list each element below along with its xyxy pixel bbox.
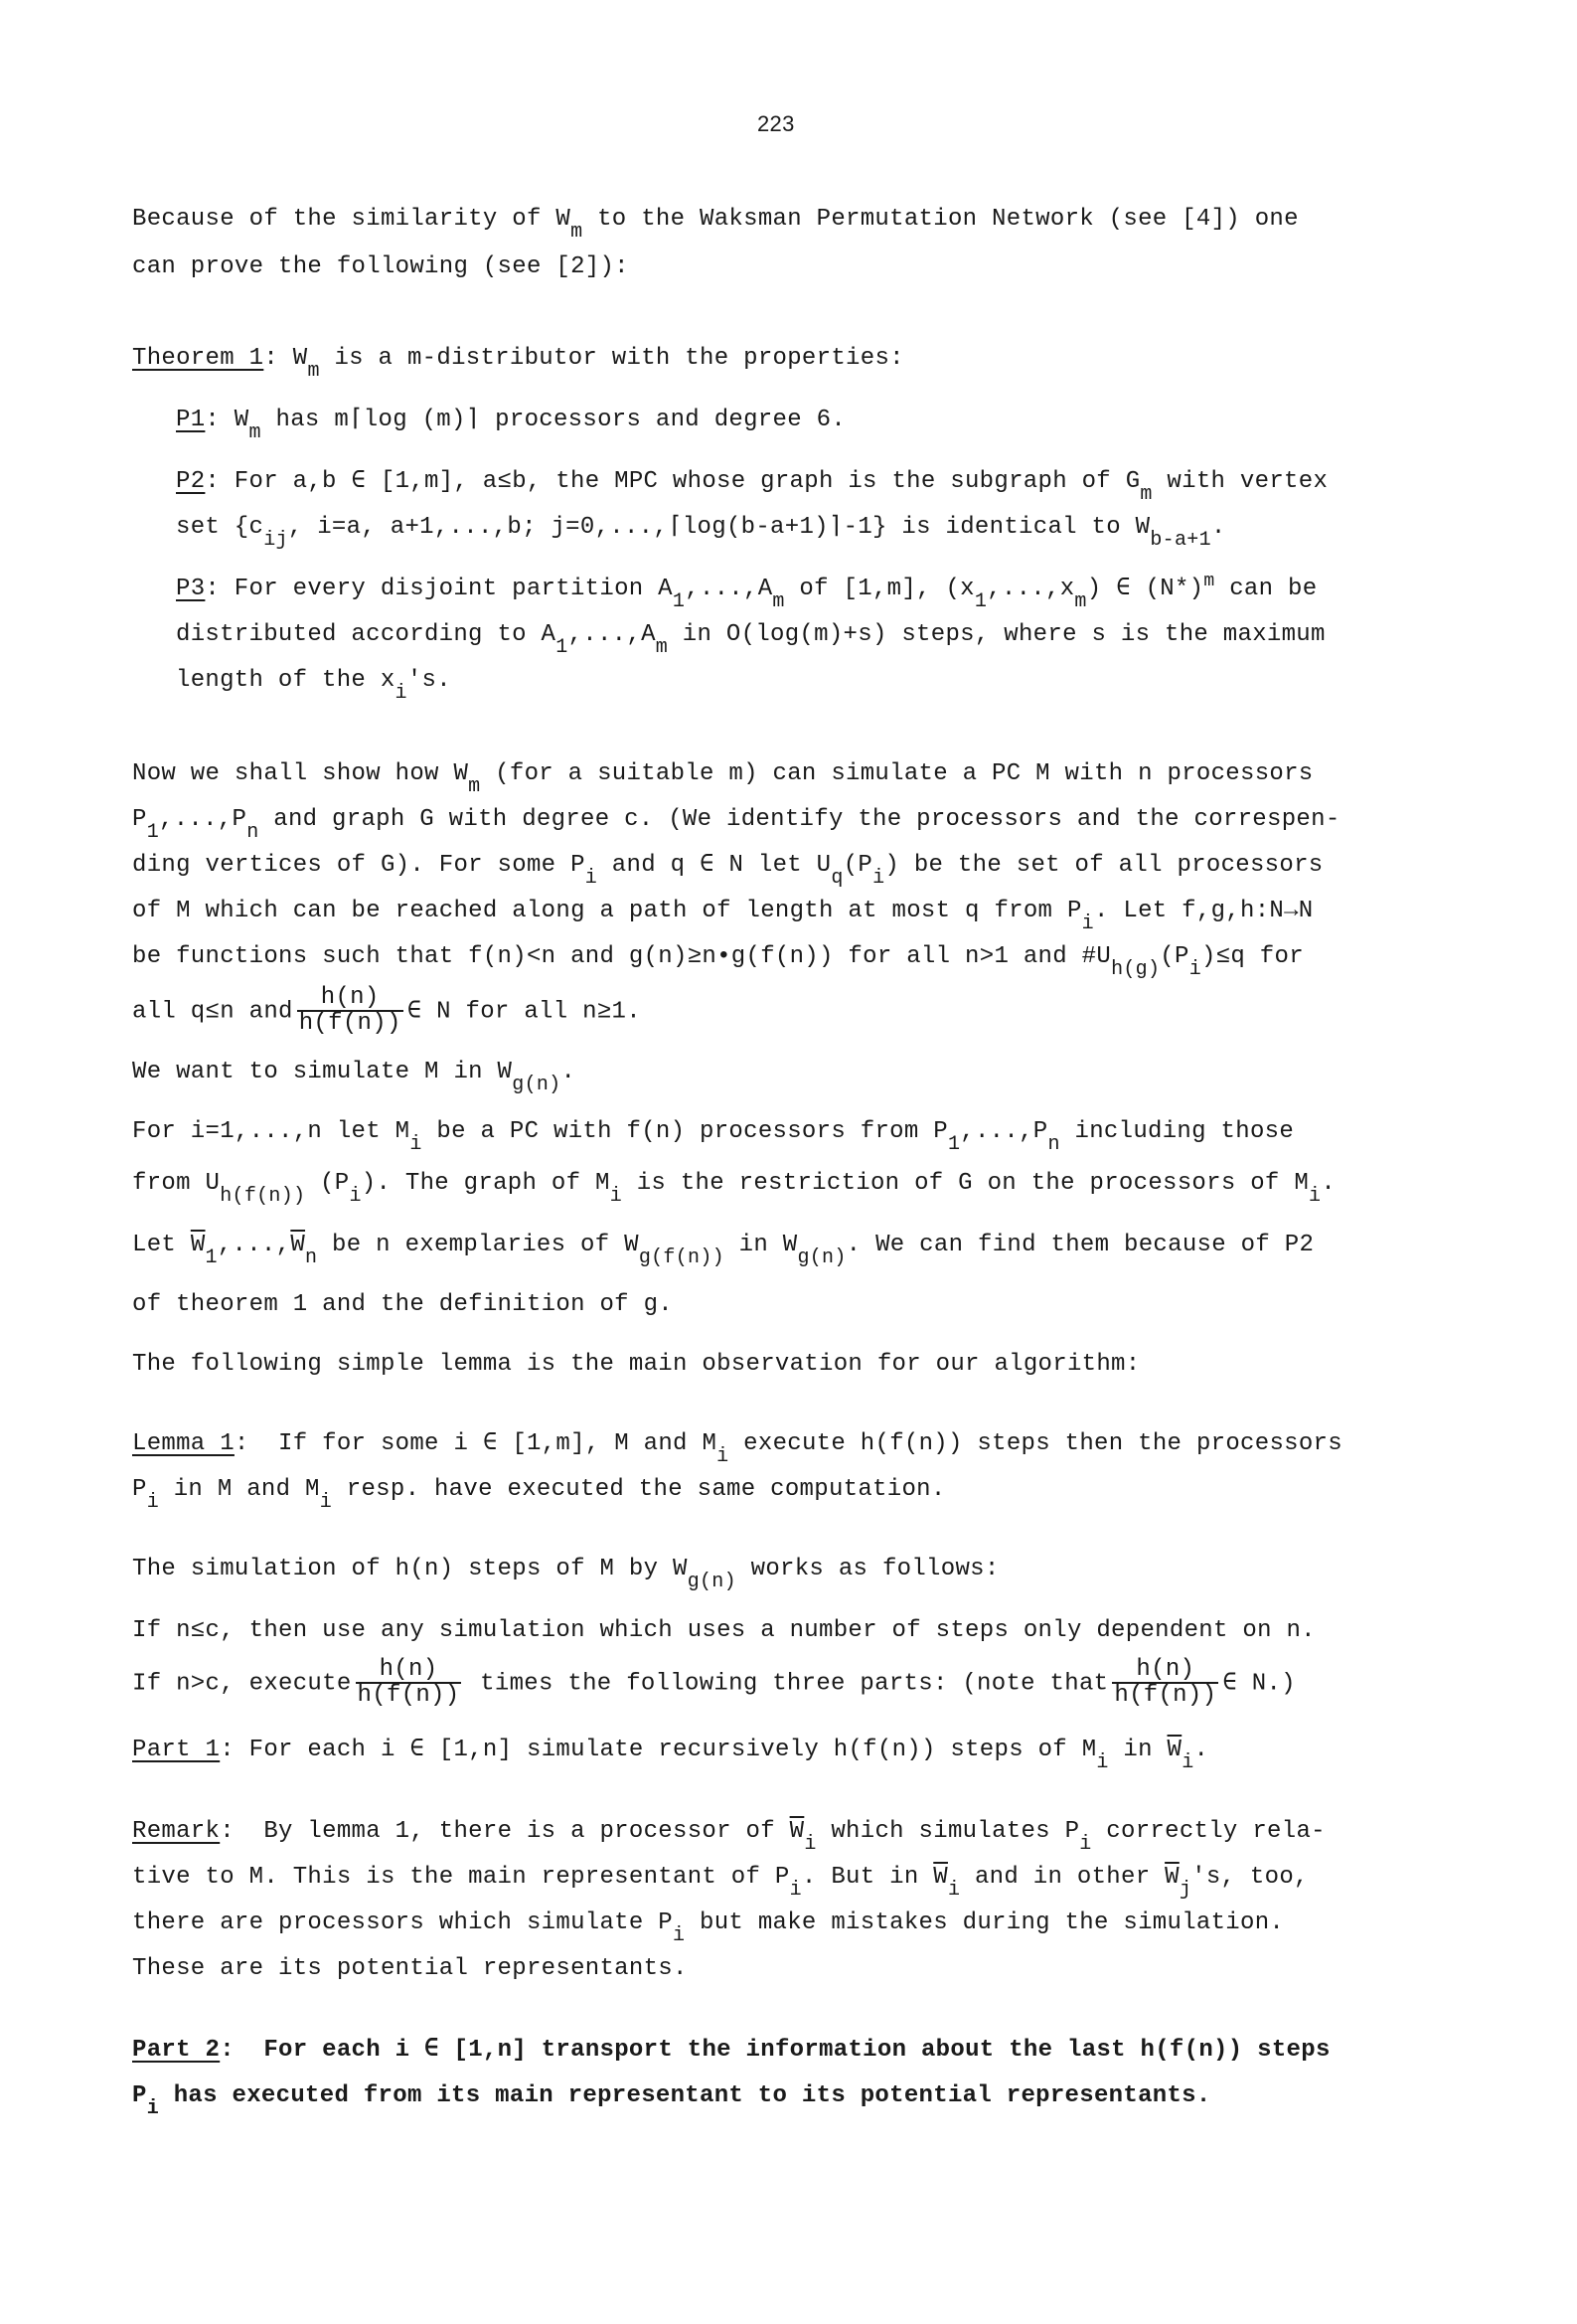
sim-line-3: ding vertices of G). For some $P_i$ and q ∈ N let $U_q(P_i)$ be the set of all processors	[132, 852, 1324, 890]
part-2-line-1: Part 2: For each i ∈ [1,n] transport the information about the last h(f(n)) steps	[132, 2037, 1331, 2064]
for-line-1: For i=1,...,n let $M_i$ be a PC with f(n) processors from $P_1,...,P_n$ including those	[132, 1118, 1295, 1156]
sim-line-4: of M which can be reached along a path of length at most q from $P_i$. Let f,g,h:N→N	[132, 898, 1314, 935]
property-p2-line-2: set {$c_{ij}$, i=a, a+1,...,b; j=0,...,⌈log(b-a+1)⌉-1} is identical to $W_{b-a+1}$.	[176, 514, 1226, 552]
lemma-1-line-1: Lemma 1: If for some i ∈ [1,m], M and $M_i$ execute h(f(n)) steps then the processors	[132, 1430, 1342, 1468]
fraction-note-that: $\frac{h(n)}{h(f(n))}$	[1114, 1656, 1217, 1709]
simulation-steps-line: The simulation of h(n) steps of M by $W_{g(n)}$ works as follows:	[132, 1556, 1000, 1593]
case-n-gt-c: If n>c, execute $\frac{h(n)}{h(f(n))}$ times the following three parts: (note that $\frac{h(n)}{h(f(n))}$ ∈ N.)	[132, 1656, 1296, 1709]
property-p3-line-1: P3: For every disjoint partition $A_1,...,A_m$ of [1,m], $(x_1,...,x_m)$ ∈ $(N*)^m$ can be	[176, 572, 1318, 613]
case-n-le-c: If n≤c, then use any simulation which uses a number of steps only dependent on n.	[132, 1617, 1316, 1644]
intro-line-2: can prove the following (see [2]):	[132, 253, 629, 280]
property-p1: P1: $W_m$ has m⌈log (m)⌉ processors and degree 6.	[176, 407, 847, 444]
fraction-h-n-over-h-f-n: $\frac{h(n)}{h(f(n))}$	[298, 984, 401, 1037]
intro-line-1: Because of the similarity of $W_m$ to the Waksman Permutation Network (see [4]) one	[132, 206, 1299, 244]
for-line-3: Let $\overline{W}_1,...,\overline{W}_n$ be n exemplaries of $W_{g(f(n))}$ in $W_{g(n)}$. We can find them because of P2	[132, 1232, 1315, 1269]
fraction-execute-times: $\frac{h(n)}{h(f(n))}$	[357, 1656, 460, 1709]
for-line-2: from $U_{h(f(n))}$ $(P_i)$. The graph of $M_i$ is the restriction of G on the processors of $M_i$.	[132, 1170, 1337, 1208]
remark-line-3: there are processors which simulate $P_i$ but make mistakes during the simulation.	[132, 1909, 1285, 1947]
remark-line-4: These are its potential representants.	[132, 1955, 688, 1982]
remark-line-2: tive to M. This is the main representant of $P_i$. But in $\overline{W}_i$ and in other $\overline{W}_j's$, too,	[132, 1864, 1309, 1902]
sim-line-6: all q≤n and $\frac{h(n)}{h(f(n))}$ ∈ N for all n≥1.	[132, 984, 641, 1037]
lemma-intro: The following simple lemma is the main observation for our algorithm:	[132, 1351, 1141, 1378]
remark-line-1: Remark: By lemma 1, there is a processor of $\overline{W}_i$ which simulates $P_i$ correctly rela-	[132, 1818, 1326, 1856]
sim-line-2: $P_1,...,P_n$ and graph G with degree c. (We identify the processors and the correspen-	[132, 806, 1340, 844]
lemma-1-line-2: $P_i$ in M and $M_i$ resp. have executed the same computation.	[132, 1476, 946, 1514]
property-p2-line-1: P2: For a,b ∈ [1,m], a≤b, the MPC whose graph is the subgraph of $G_m$ with vertex	[176, 468, 1329, 506]
want-line: We want to simulate M in $W_{g(n)}$.	[132, 1059, 576, 1096]
property-p3-line-3: length of the $x_i's$.	[176, 667, 451, 705]
page-number: 223	[757, 111, 795, 136]
for-line-4: of theorem 1 and the definition of g.	[132, 1291, 673, 1318]
property-p3-line-2: distributed according to $A_1,...,A_m$ in O(log(m)+s) steps, where s is the maximum	[176, 621, 1326, 659]
sim-line-5: be functions such that f(n)<n and g(n)≥n•g(f(n)) for all n>1 and $\#U_{h(g)}(P_i)\le q$ for	[132, 943, 1304, 981]
part-1: Part 1: For each i ∈ [1,n] simulate recursively h(f(n)) steps of $M_i$ in $\overline{W}_i$.	[132, 1737, 1209, 1774]
part-2-line-2: $P_i$ has executed from its main representant to its potential representants.	[132, 2082, 1211, 2120]
sim-line-1: Now we shall show how $W_m$ (for a suitable m) can simulate a PC M with n processors	[132, 760, 1314, 798]
theorem-1-heading: Theorem 1: $W_m$ is a m-distributor with the properties:	[132, 345, 904, 383]
